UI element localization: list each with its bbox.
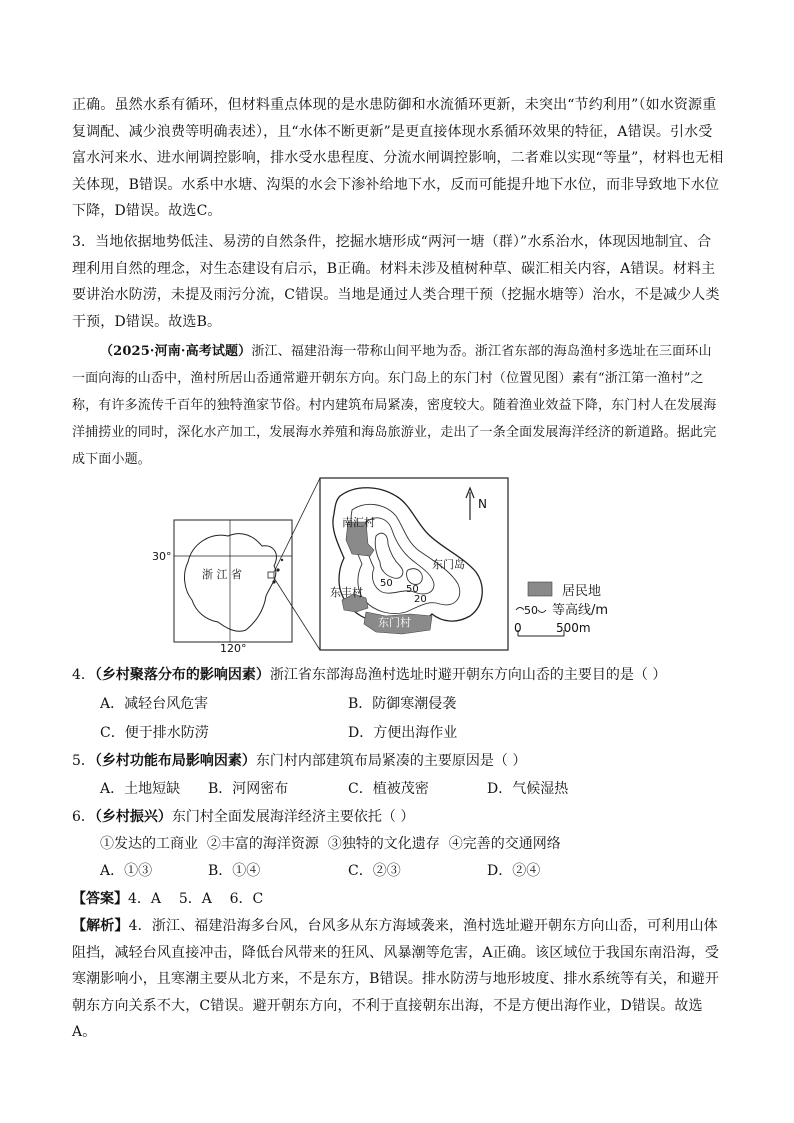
province-label: 浙 江 省: [202, 568, 242, 581]
legend-settlement-label: 居民地: [562, 584, 602, 599]
answer-line: [72, 888, 263, 908]
answer-values: 4．A 5．A 6．C: [128, 891, 264, 907]
location-map-figure: [152, 474, 630, 655]
nanhui-village-label: 南汇村: [342, 516, 375, 529]
island-dot: [281, 559, 283, 561]
legend-settlement-swatch: [528, 582, 552, 596]
legend-contour-label: 等高线/m: [552, 603, 609, 618]
contour-label-20: 20: [414, 594, 427, 605]
dongmen-village-label: 东门村: [378, 616, 411, 629]
question-5-stem: 5．（乡村功能布局影响因素）东门村内部建筑布局紧凑的主要原因是（ ）: [72, 753, 527, 769]
question-5-option-d[interactable]: D．气候湿热: [487, 781, 569, 797]
zhejiang-inset-map: [152, 520, 292, 655]
question-5-option-b[interactable]: B．河网密布: [208, 781, 289, 797]
contour-label-50: 50: [406, 584, 419, 595]
question-4-option-a[interactable]: A．减轻台风危害: [100, 696, 209, 712]
legend-contour-value: 50: [524, 604, 538, 617]
question-6-stem: 6．（乡村振兴）东门村全面发展海洋经济主要依托（ ）: [72, 809, 415, 825]
scale-label: 500m: [556, 621, 591, 635]
analysis-label: 【解析】: [72, 918, 129, 934]
question-4-tag: （乡村聚落分布的影响因素）: [94, 667, 270, 683]
island-dot: [276, 568, 279, 571]
question-6-option-a[interactable]: A．①③: [100, 863, 153, 879]
legend-contour-symbol-icon: [516, 608, 524, 611]
question-6-option-d[interactable]: D．②④: [487, 863, 541, 879]
north-label: N: [478, 497, 487, 511]
island-dot: [272, 580, 275, 583]
longitude-label: 120°: [220, 642, 247, 655]
intro-text: 浙江、福建沿海一带称山间平地为岙。浙江省东部的海岛渔村多选址在三面环山一面向海的山岙中，渔村所居山岙通常避开朝东方向。东门岛上的东门村（位置见图）素有“浙江第一渔村”之称，有许多流传千百年的独特渔家节俗。村内建筑布局紧凑，密度较大。随着渔业效益下降，东门村人在发展海洋捕捞业的同时，深化水产加工，发展海水养殖和海岛旅游业，走出了一条全面发展海洋经济的新道路。据此完成下面小题。: [72, 344, 717, 467]
question-6-option-c[interactable]: C．②③: [348, 863, 401, 879]
question-5-option-a[interactable]: A．土地短缺: [100, 781, 181, 797]
question-4-option-d[interactable]: D．方便出海作业: [348, 725, 458, 741]
question-4-stem: 4．（乡村聚落分布的影响因素）浙江省东部海岛渔村选址时避开朝东方向山岙的主要目的是（ ）: [72, 667, 667, 683]
connector-line: [274, 478, 320, 572]
question-6-tag: （乡村振兴）: [94, 809, 172, 825]
legend-contour-symbol-icon: [538, 610, 546, 613]
connector-line: [274, 578, 320, 650]
question-5-option-c[interactable]: C．植被茂密: [348, 781, 429, 797]
question-intro-paragraph: [72, 338, 724, 473]
study-area-marker: [268, 572, 274, 578]
map-legend: [514, 582, 608, 636]
contour-label-50: 50: [380, 578, 393, 589]
previous-answer-paragraph: 正确。虽然水系有循环，但材料重点体现的是水患防御和水流循环更新，未突出“节约利用”（如水资源重复调配、减少浪费等明确表述），且“水体不断更新”是更直接体现水系循环效果的特征，A错误。引水受富水河来水、进水闸调控影响，排水受水患程度、分流水闸调控影响，二者难以实现“等量”，材料也无相关体现，B错误。水系中水塘、沟渠的水会下渗补给地下水，反而可能提升地下水位，而非导致地下水位下降，D错误。故选C。: [72, 97, 724, 219]
answer-3-paragraph: 3．当地依据地势低洼、易涝的自然条件，挖掘水塘形成“两河一塘（群）”水系治水，体现因地制宜、合理利用自然的理念，对生态建设有启示，B正确。材料未涉及植树种草、碳汇相关内容，A错误。材料主要讲治水防涝，未提及雨污分流，C错误。当地是通过人类合理干预（挖掘水塘等）治水，不是减少人类干预，D错误。故选B。: [72, 234, 720, 330]
scale-zero-label: 0: [514, 621, 522, 635]
dongmen-island-detail-map: [320, 478, 508, 650]
question-6-statements: ①发达的工商业 ②丰富的海洋资源 ③独特的文化遗存 ④完善的交通网络: [100, 836, 561, 852]
question-source: （2025·河南·高考试题）: [100, 344, 252, 359]
analysis-paragraph: [72, 913, 724, 1046]
dongfeng-village-label: 东丰村: [330, 586, 363, 599]
province-outline: [185, 534, 277, 632]
island-label: 东门岛: [432, 558, 465, 571]
question-4-option-b[interactable]: B．防御寒潮侵袭: [348, 696, 457, 712]
question-4-option-c[interactable]: C．便于排水防涝: [100, 725, 209, 741]
question-5-tag: （乡村功能布局影响因素）: [94, 753, 256, 769]
analysis-text: 4．浙江、福建沿海多台风，台风多从东方海域袭来，渔村选址避开朝东方向山岙，可利用山体阻挡，减轻台风直接冲击，降低台风带来的狂风、风暴潮等危害，A正确。该区域位于我国东南沿海，受寒潮影响小，且寒潮主要从北方来，不是东方，B错误。排水防涝与地形坡度、排水系统等有关，和避开朝东方向关系不大，C错误。避开朝东方向，不利于直接朝东出海，不是方便出海作业，D错误。故选A。: [72, 918, 720, 1040]
latitude-label: 30°: [152, 550, 172, 563]
question-6-option-b[interactable]: B．①④: [208, 863, 261, 879]
answer-label: 【答案】: [72, 891, 128, 907]
